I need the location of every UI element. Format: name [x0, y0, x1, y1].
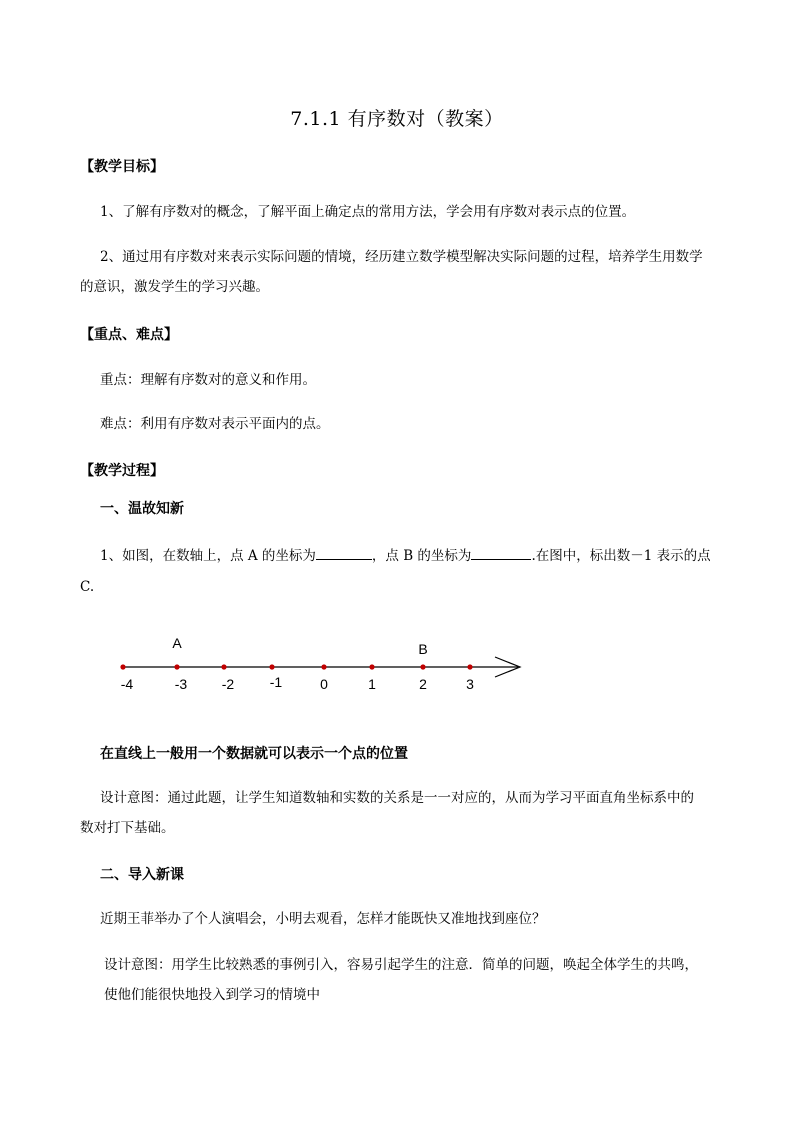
goal-item-2-line2: 的意识，激发学生的学习兴趣。 [80, 279, 269, 295]
part1-title: 一、温故知新 [100, 501, 184, 517]
part1-intent-line1: 设计意图：通过此题，让学生知道数轴和实数的关系是一一对应的，从而为学习平面直角坐标系中的 [100, 790, 694, 806]
point-label-a: A [172, 635, 182, 651]
keypoints-heading: 【重点、难点】 [80, 327, 178, 343]
number-line-point [321, 664, 326, 669]
tick-label: -2 [221, 676, 235, 692]
conclusion-text: 在直线上一般用一个数据就可以表示一个点的位置 [100, 746, 408, 762]
part1-intent-line2: 数对打下基础。 [80, 820, 175, 836]
part2-text: 近期王菲举办了个人演唱会，小明去观看，怎样才能既快又准地找到座位？ [100, 911, 546, 927]
question-1-part-c: .在图中，标出数－1 表示的点 [531, 548, 711, 564]
question-1-part-a: 1、如图，在数轴上，点 A 的坐标为 [100, 548, 316, 564]
number-line-point [269, 664, 274, 669]
process-heading: 【教学过程】 [80, 463, 164, 479]
number-line-point [221, 664, 226, 669]
answer-blank-a [316, 547, 372, 560]
tick-label: 0 [320, 676, 328, 692]
question-1-part-b: ，点 B 的坐标为 [371, 548, 472, 564]
tick-label: 3 [466, 676, 474, 692]
number-line-point [467, 664, 472, 669]
question-1-line2: C. [80, 579, 95, 595]
number-line-point [120, 664, 125, 669]
number-line-figure [100, 628, 540, 698]
tick-label: -1 [269, 674, 283, 690]
tick-label: -3 [174, 676, 188, 692]
answer-blank-b [471, 547, 531, 560]
question-1-line1 [100, 547, 711, 565]
goal-item-1: 1、了解有序数对的概念，了解平面上确定点的常用方法，学会用有序数对表示点的位置。 [100, 204, 636, 220]
tick-label: 2 [419, 676, 427, 692]
part2-title: 二、导入新课 [100, 867, 184, 883]
tick-label: 1 [368, 676, 376, 692]
key-point-text: 重点：理解有序数对的意义和作用。 [100, 372, 316, 388]
part2-intent-line2: 使他们能很快地投入到学习的情境中 [104, 987, 320, 1003]
number-line-point [369, 664, 374, 669]
tick-label: -4 [120, 676, 134, 692]
point-label-b: B [418, 641, 428, 657]
number-line-point [174, 664, 179, 669]
difficult-point-text: 难点：利用有序数对表示平面内的点。 [100, 416, 330, 432]
page-title: 7.1.1 有序数对（教案） [290, 108, 504, 130]
goal-item-2-line1: 2、通过用有序数对来表示实际问题的情境，经历建立数学模型解决实际问题的过程，培养学生用数学 [100, 249, 703, 265]
number-line-point [420, 664, 425, 669]
part2-intent-line1: 设计意图：用学生比较熟悉的事例引入，容易引起学生的注意．简单的问题，唤起全体学生的共鸣， [104, 957, 698, 973]
goals-heading: 【教学目标】 [80, 159, 164, 175]
